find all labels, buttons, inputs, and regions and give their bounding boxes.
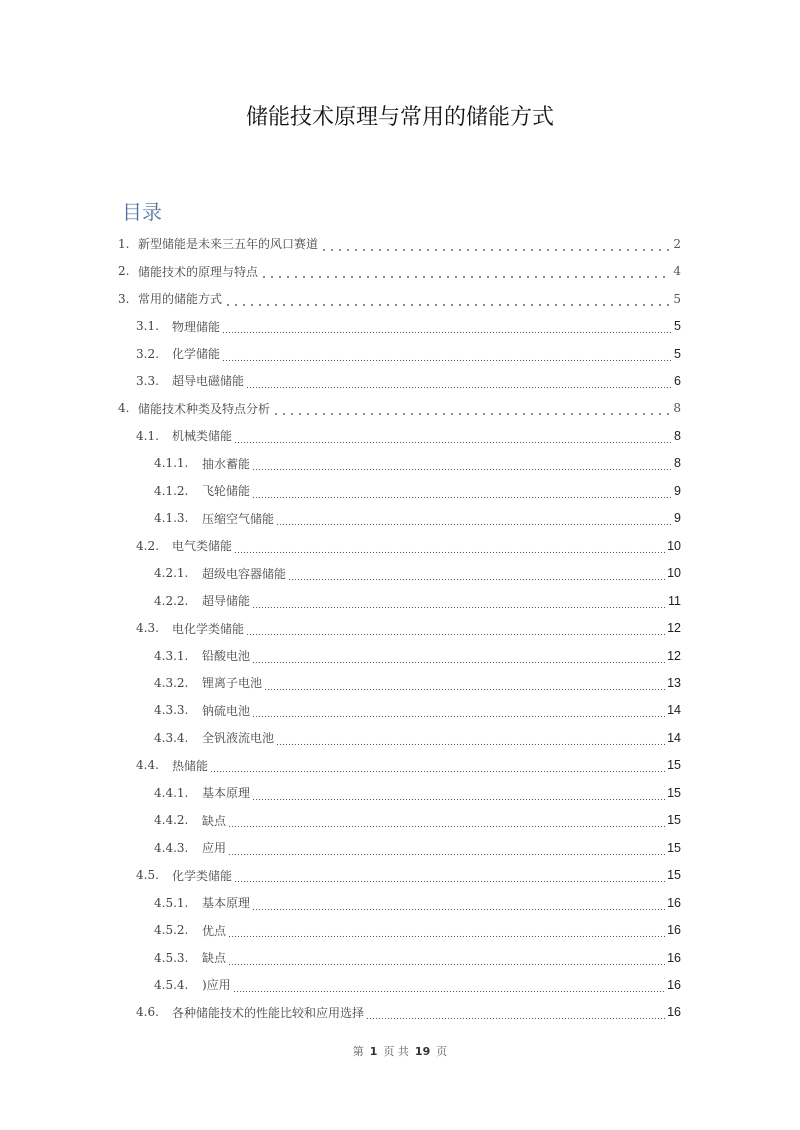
dot-leader [246,623,665,635]
dot-leader [288,568,665,580]
toc-entry-number: 4.1. [136,428,159,443]
toc-entry-page: 5 [674,319,681,334]
footer-total-pages: 19 [414,1045,431,1058]
dot-leader [252,705,665,717]
toc-entry-page: 16 [667,977,681,992]
dot-leader [224,294,671,306]
footer-prefix: 第 [352,1045,364,1058]
dot-leader [234,431,672,443]
toc-entry-page: 10 [667,566,681,581]
toc-entry[interactable] [118,999,681,1026]
toc-entry-page: 14 [667,730,681,745]
toc-entry-page: 4 [673,264,681,279]
toc-entry-label: 钠硫电池 [202,703,251,718]
toc-entry-label: 常用的储能方式 [138,292,223,307]
toc-entry-page: 10 [667,538,681,553]
toc-entry-label: 飞轮储能 [202,484,251,499]
toc-entry[interactable] [118,697,681,724]
toc-entry-number: 4.2.2. [154,593,189,608]
toc-entry-number: 4.1.2. [154,483,189,498]
toc-entry[interactable] [118,642,681,669]
toc-entry-page: 9 [674,511,681,526]
dot-leader [252,596,666,608]
dot-leader [264,678,665,690]
document-title: 储能技术原理与常用的储能方式 [245,105,554,130]
toc-entry-page: 15 [667,813,681,828]
dot-leader [222,321,672,333]
toc-entry-page: 9 [674,483,681,498]
toc-entry[interactable] [118,367,681,394]
toc-entry-label: 化学储能 [172,347,221,362]
toc-entry-label: 抽水蓄能 [202,456,251,471]
toc-entry-page: 5 [674,346,681,361]
toc-entry-page: 15 [667,758,681,773]
toc-entry-label: 储能技术的原理与特点 [138,264,259,279]
toc-entry-page: 15 [667,868,681,883]
toc-entry-label: 超导电磁储能 [172,374,245,389]
toc-entry-page: 2 [673,236,681,251]
toc-entry-label: 优点 [202,923,227,938]
dot-leader [228,815,665,827]
toc-entry-label: 应用 [202,841,227,856]
dot-leader [252,898,665,910]
toc-entry-number: 4.3.4. [154,730,189,745]
footer-suffix: 页 [436,1045,448,1058]
toc-entry-number: 4.2. [136,538,159,553]
dot-leader [276,733,665,745]
dot-leader [228,925,665,937]
toc-entry-label: 超导储能 [202,594,251,609]
toc-entry-number: 3.2. [136,346,159,361]
toc-entry-page: 8 [674,456,681,471]
dot-leader [222,349,672,361]
toc-entry-number: 4.5.4. [154,977,189,992]
toc-entry-number: 4.3.1. [154,648,189,663]
toc-entry-page: 11 [668,593,681,608]
toc-entry[interactable] [118,861,681,888]
toc-entry[interactable] [118,340,681,367]
toc-entry[interactable] [118,450,681,477]
toc-entry-number: 3.1. [136,319,159,334]
toc-entry-label: 基本原理 [202,786,251,801]
toc-entry-page: 14 [667,703,681,718]
dot-leader [246,376,672,388]
toc-entry-page: 16 [667,950,681,965]
toc-entry[interactable] [118,477,681,504]
toc-entry-page: 15 [667,840,681,855]
toc-entry[interactable] [118,422,681,449]
toc-entry[interactable] [118,779,681,806]
toc-heading: 目录 [122,200,162,224]
dot-leader [233,980,665,992]
toc-entry[interactable] [118,669,681,696]
toc-entry-number: 4.1.1. [154,456,189,471]
toc-entry-label: 各种储能技术的性能比较和应用选择 [172,1005,365,1020]
toc-entry-number: 4.4.1. [154,785,189,800]
toc-entry-label: 基本原理 [202,896,251,911]
toc-entry-label: 热储能 [172,758,209,773]
toc-entry-number: 4.2.1. [154,566,189,581]
toc-entry-page: 8 [674,428,681,443]
toc-entry-number: 3.3. [136,373,159,388]
footer-mid: 页 共 [383,1045,409,1058]
toc-entry-label: 缺点 [202,813,227,828]
toc-entry-number: 4.3.3. [154,703,189,718]
toc-entry-page: 16 [667,895,681,910]
dot-leader [210,760,665,772]
dot-leader [252,788,665,800]
toc-entry-label: 电化学类储能 [172,621,245,636]
toc-entry[interactable] [118,230,681,257]
toc-entry[interactable] [118,257,681,284]
toc-entry-label: 缺点 [202,951,227,965]
toc-entry[interactable] [118,395,681,422]
toc-entry-label: 电气类储能 [172,539,233,554]
toc-entry[interactable] [118,312,681,339]
toc-entry-number: 4.5. [136,868,159,883]
toc-entry-label: 储能技术种类及特点分析 [138,401,271,416]
toc-entry[interactable] [118,971,681,998]
footer-current-page: 1 [369,1045,378,1058]
dot-leader [276,513,672,525]
toc-entry[interactable] [118,889,681,916]
dot-leader [234,870,665,882]
toc-entry[interactable] [118,559,681,586]
dot-leader [228,843,665,855]
toc-entry-number: 3. [118,291,130,306]
toc-entry-number: 4.1.3. [154,511,189,526]
toc-entry-page: 5 [673,291,681,306]
toc-entry-label: 全钒液流电池 [202,731,275,746]
dot-leader [366,1007,665,1019]
toc-entry-label: 机械类储能 [172,429,233,444]
page-footer [0,1043,800,1059]
toc-entry-number: 4.4. [136,758,159,773]
toc-entry-label: 压缩空气储能 [202,511,275,526]
toc-entry-label: )应用 [202,978,231,993]
toc-entry[interactable] [118,944,681,971]
toc-entry-page: 12 [667,621,681,636]
toc-entry-number: 4.4.3. [154,840,189,855]
dot-leader [252,486,672,498]
toc-entry-label: 锂离子电池 [202,676,263,691]
dot-leader [252,651,665,663]
toc-entry-page: 16 [667,923,681,938]
toc-entry[interactable] [118,916,681,943]
toc-entry-label: 新型储能是未来三五年的风口赛道 [138,237,319,252]
toc-entry[interactable] [118,505,681,532]
toc-entry-number: 4.5.1. [154,895,189,910]
toc-entry[interactable] [118,834,681,861]
toc-entry-page: 6 [674,373,681,388]
toc-entry-number: 4.4.2. [154,813,189,828]
toc-entry-page: 8 [673,401,681,416]
dot-leader [272,403,671,415]
toc-entry-number: 4.5.2. [154,923,189,938]
dot-leader [320,239,671,251]
toc-entry-label: 铅酸电池 [202,649,251,664]
dot-leader [228,953,665,965]
toc-entry-page: 13 [667,675,681,690]
toc-entry-number: 4.6. [136,1005,159,1020]
toc-entry[interactable] [118,587,681,614]
toc-entry[interactable] [118,807,681,834]
toc-entry-page: 15 [667,785,681,800]
toc-entry-page: 12 [667,648,681,663]
toc-entry-label: 化学类储能 [172,868,233,883]
toc-entry[interactable] [118,532,681,559]
dot-leader [234,541,665,553]
toc-entry-number: 4.5.3. [154,950,189,965]
toc-entry-page: 16 [667,1005,681,1020]
toc-entry[interactable] [118,614,681,641]
toc-entry-number: 1. [118,236,130,251]
toc-entry-label: 超级电容器储能 [202,566,287,581]
table-of-contents [118,230,681,1026]
toc-entry[interactable] [118,285,681,312]
toc-entry-number: 2. [118,264,130,279]
toc-entry-number: 4. [118,401,130,416]
toc-entry[interactable] [118,752,681,779]
toc-entry-label: 物理储能 [172,319,221,334]
toc-entry-number: 4.3.2. [154,675,189,690]
dot-leader [252,458,672,470]
toc-entry-number: 4.3. [136,621,159,636]
toc-entry[interactable] [118,724,681,751]
dot-leader [260,266,671,278]
